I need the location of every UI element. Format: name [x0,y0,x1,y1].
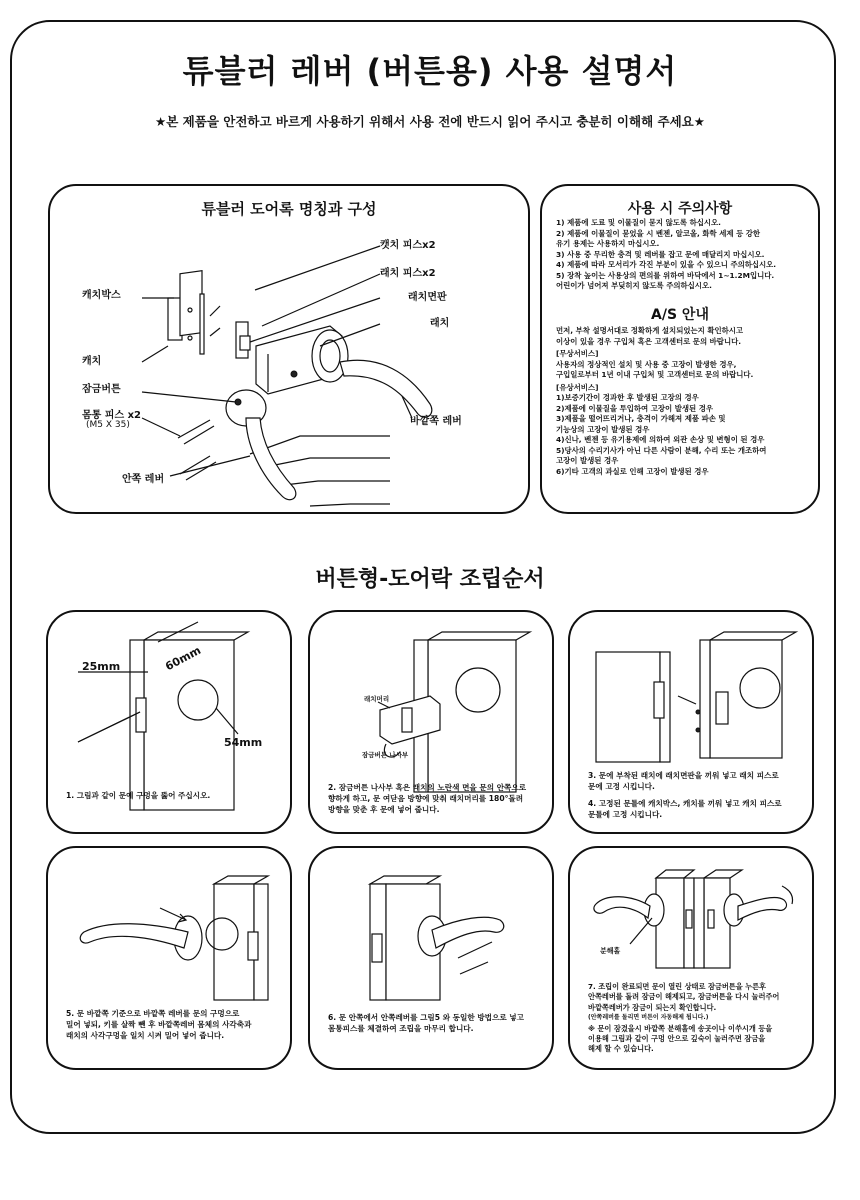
label-catch: 캐치 [82,356,102,367]
step-1-label-54mm: 54mm [224,736,263,749]
caution-item: 3) 사용 중 무리한 충격 및 레버를 잡고 문에 매달리지 마십시오. [556,249,765,259]
step-7-panel [568,846,814,1070]
caution-item: 어린이가 넘어져 부딪히지 않도록 주의하십시오. [556,281,712,290]
step-1-text: 1. 그림과 같이 문에 구멍을 뚫어 주십시오. [66,791,211,800]
caution-item: 5) 장착 높이는 사용상의 편의를 위하여 바닥에서 1~1.2M입니다. [556,270,775,280]
caution-item: 유기 용제는 사용하지 마십시오. [556,239,660,248]
as-paid-line: 3)제품을 떨어뜨리거나, 충격이 가해져 제품 파손 및 [556,414,726,423]
step-2-text: 2. 잠금버튼 나사부 혹은 래치의 노란색 면을 문의 안쪽으로 향하게 하고, 문 여닫음 방향에 맞춰 래치머리를 180°돌려 방향을 맞춘 후 문에 넣어 줍니다. [328,783,527,814]
label-inner-lever: 안쪽 레버 [122,474,165,485]
label-lock-button: 잠금버튼 [82,384,121,395]
as-paid-line: 기능상의 고장이 발생된 경우 [556,424,650,434]
caution-list [556,218,812,292]
step-5-panel [46,846,292,1070]
as-paid-line: 4)신나, 벤젠 등 유기용제에 의하여 외관 손상 및 변형이 된 경우 [556,435,765,444]
as-paid-line: 고장이 발생된 경우 [556,456,619,465]
step-1-diagram [48,612,294,836]
step-6-panel [308,846,554,1070]
assembly-title: 버튼형-도어락 조립순서 [315,567,545,592]
label-latch-screw: 래치 피스x2 [380,268,436,279]
as-paid-line: 2)제품에 이물질을 투입하여 고장이 발생된 경우 [556,403,714,413]
label-outer-lever: 바깥쪽 레버 [410,416,462,427]
as-paid-line: 5)당사의 수리기사가 아닌 다른 사람이 분해, 수리 또는 개조하여 [556,445,767,455]
step-1-panel [46,610,292,834]
parts-panel [48,184,530,514]
as-paid-line: 6)기타 고객의 과실로 인해 고장이 발생된 경우 [556,466,709,476]
step-2-label-button-thread: 잠금버튼 나사부 [362,751,409,759]
as-paid-heading: [유상서비스] [556,382,599,392]
step-1-label-60mm: 60mm [163,643,204,674]
parts-title: 튜블러 도어록 명칭과 구성 [201,200,377,218]
lock-exploded-diagram [50,186,532,516]
step-6-diagram [310,848,556,1072]
as-free-line: 사용자의 정상적인 설치 및 사용 중 고장이 발생한 경우, [556,359,737,369]
step-2-label-latch-head: 래치머리 [364,695,390,703]
caution-title: 사용 시 주의사항 [627,201,733,217]
label-catch-screw: 캣치 피스x2 [380,240,436,251]
as-paid-line: 1)보증기간이 경과한 후 발생된 고장의 경우 [556,393,699,402]
label-latch: 래치 [430,318,450,329]
step-1-label-25mm: 25mm [82,660,121,673]
as-intro-line: 이상이 있을 경우 구입처 혹은 고객센터로 문의 바랍니다. [556,336,742,346]
step-5-text: 5. 문 바깥쪽 기준으로 바깥쪽 레버를 문의 구멍으로 밀어 넣되, 키를 살짝 뺀 후 바깥쪽레버 몸체의 사각축과 래치의 사각구멍을 일치 시켜 밀어 넣어 줍니다. [66,1009,252,1040]
as-list [556,326,812,477]
step-6-text: 6. 문 안쪽에서 안쪽레버를 그림5 와 동일한 방법으로 넣고 몸통피스를 체결하여 조립을 마무리 합니다. [328,1013,524,1033]
step-2-panel [308,610,554,834]
step-3-panel [568,610,814,834]
caution-item: 1) 제품에 도료 및 이물질이 묻지 않도록 하십시오. [556,218,721,227]
as-free-line: 구입일로부터 1년 이내 구입처 및 고객센터로 문의 바랍니다. [556,370,754,379]
caution-item: 2) 제품에 이물질이 묻었을 시 벤젠, 알코올, 화학 세제 등 강한 [556,228,761,238]
label-latch-face: 래치면판 [408,292,447,303]
as-free-heading: [무상서비스] [556,349,599,358]
step-3-text: 3. 문에 부착된 래치에 래치면판을 끼워 넣고 래치 피스로 문에 고정 시킵니다. 4. 고정된 문틀에 캐치박스, 캐치를 끼워 넣고 캐치 피스로 문틀에 고정 시킵니다. [588,771,782,819]
label-body-screw: 몸통 피스 x2 [82,410,142,421]
as-intro-line: 먼저, 부착 설명서대로 정확하게 설치되었는지 확인하시고 [556,326,744,335]
label-body-screw-size: (M5 X 35) [86,420,130,430]
label-catch-box: 캐치박스 [82,290,121,301]
caution-item: 4) 제품에 따라 모서리가 각진 부분이 있을 수 있으니 주의하십시오. [556,260,777,269]
info-panel [540,184,820,514]
step-7-text: 7. 조립이 완료되면 문이 열린 상태로 잠금버튼을 누른후 안쪽레버를 돌려 잠금이 해제되고, 잠금버튼을 다시 눌러주어 바깥쪽레버가 잠금이 되는지 확인합니다. (안쪽레버를 돌리면 버튼이 자동해제 됩니다.) ※ 문이 잠겼을시 바깥쪽 분해홀에 송곳이나 이쑤시개 등을 이용해 그림과 같이 구멍 안으로 깊숙이 눌러주면 잠금을 해제 할 수 있습니다. [588,982,780,1054]
page-title: 튜블러 레버 (버튼용) 사용 설명서 [182,52,678,90]
page-subtitle: ★본 제품을 안전하고 바르게 사용하기 위해서 사용 전에 반드시 읽어 주시고 충분히 이해해 주세요★ [155,114,705,129]
step-7-label-release-hole: 분해홀 [600,947,621,955]
as-title: A/S 안내 [651,307,709,323]
